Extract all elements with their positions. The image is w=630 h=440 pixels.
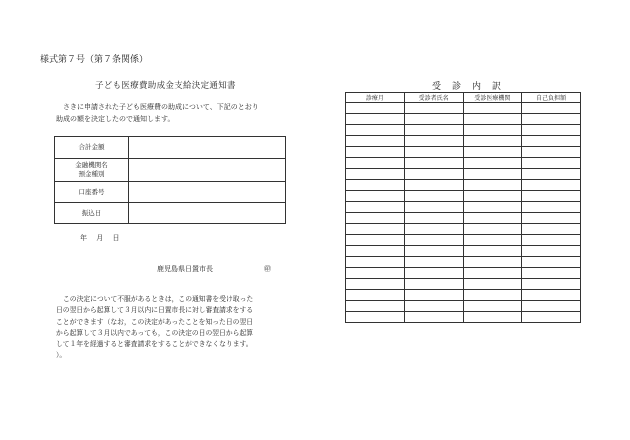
breakdown-cell (522, 301, 581, 312)
breakdown-cell (463, 290, 522, 301)
breakdown-cell (463, 169, 522, 180)
info-label-transfer-date (55, 203, 129, 224)
breakdown-cell (463, 279, 522, 290)
breakdown-cell (346, 125, 405, 136)
breakdown-cell (463, 202, 522, 213)
breakdown-cell (346, 180, 405, 191)
breakdown-cell (404, 136, 463, 147)
breakdown-row (346, 268, 581, 279)
breakdown-row (346, 114, 581, 125)
breakdown-cell (346, 268, 405, 279)
breakdown-cell (346, 246, 405, 257)
breakdown-table (345, 92, 581, 323)
breakdown-cell (404, 180, 463, 191)
notice-line: ことができます（なお，この決定があったことを知った日の翌日 (56, 317, 254, 326)
breakdown-cell (463, 158, 522, 169)
breakdown-cell (346, 103, 405, 114)
breakdown-row (346, 158, 581, 169)
breakdown-cell (463, 147, 522, 158)
breakdown-cell (522, 279, 581, 290)
intro-line: 助成の額を決定したので通知します。 (56, 115, 175, 123)
breakdown-cell (346, 290, 405, 301)
payment-info-table (54, 136, 286, 224)
info-value-bank (129, 159, 286, 182)
breakdown-cell (346, 312, 405, 323)
breakdown-row (346, 136, 581, 147)
date-line: 年 月 日 (80, 234, 120, 242)
breakdown-cell (522, 169, 581, 180)
document-title: 子ども医療費助成金支給決定通知書 (95, 81, 236, 91)
breakdown-cell (522, 147, 581, 158)
breakdown-cell (404, 158, 463, 169)
info-value-account (129, 182, 286, 203)
breakdown-cell (346, 224, 405, 235)
seal-mark: ㊞ (264, 265, 271, 273)
breakdown-cell (522, 246, 581, 257)
breakdown-cell (522, 103, 581, 114)
breakdown-cell (404, 213, 463, 224)
info-label-text: 口座番号 (78, 187, 105, 196)
breakdown-cell (463, 114, 522, 125)
breakdown-row (346, 213, 581, 224)
breakdown-cell (522, 213, 581, 224)
info-label-bank (55, 159, 129, 182)
breakdown-cell (346, 279, 405, 290)
issuer-name: 鹿児島県日置市長 (157, 265, 213, 273)
breakdown-cell (404, 202, 463, 213)
breakdown-cell (404, 169, 463, 180)
breakdown-cell (463, 136, 522, 147)
breakdown-row (346, 180, 581, 191)
breakdown-cell (404, 301, 463, 312)
breakdown-cell (346, 301, 405, 312)
breakdown-cell (463, 103, 522, 114)
breakdown-row (346, 246, 581, 257)
info-row-bank (55, 159, 286, 182)
notice-line: ）。 (56, 351, 67, 360)
notice-line: して１年を経過すると審査請求をすることができなくなります。 (56, 340, 253, 349)
column-header-patient: 受診者氏名 (404, 93, 463, 103)
breakdown-row (346, 202, 581, 213)
breakdown-cell (463, 213, 522, 224)
breakdown-row (346, 169, 581, 180)
breakdown-row (346, 301, 581, 312)
info-label-text: 預金種別 (78, 170, 105, 178)
breakdown-cell (346, 158, 405, 169)
breakdown-row (346, 147, 581, 158)
breakdown-cell (404, 312, 463, 323)
breakdown-cell (463, 180, 522, 191)
breakdown-cell (346, 136, 405, 147)
breakdown-cell (346, 213, 405, 224)
notice-line: から起算して３月以内であっても，この決定の日の翌日から起算 (56, 328, 254, 337)
breakdown-cell (404, 279, 463, 290)
breakdown-row (346, 257, 581, 268)
breakdown-row (346, 235, 581, 246)
breakdown-cell (404, 290, 463, 301)
info-label-text: 金融機関名 (75, 161, 108, 169)
breakdown-cell (522, 136, 581, 147)
breakdown-row (346, 312, 581, 323)
column-header-institution: 受診医療機関 (463, 93, 522, 103)
breakdown-cell (463, 246, 522, 257)
breakdown-row (346, 279, 581, 290)
breakdown-row (346, 191, 581, 202)
info-row-total (55, 137, 286, 159)
breakdown-cell (463, 312, 522, 323)
breakdown-cell (522, 202, 581, 213)
breakdown-cell (346, 202, 405, 213)
info-label-account (55, 182, 129, 203)
breakdown-title: 受診内訳 (432, 82, 513, 92)
breakdown-cell (522, 191, 581, 202)
breakdown-cell (522, 125, 581, 136)
breakdown-cell (404, 235, 463, 246)
info-value-total (129, 137, 286, 159)
breakdown-body (346, 103, 581, 323)
breakdown-cell (404, 103, 463, 114)
breakdown-header-row (346, 93, 581, 103)
breakdown-cell (522, 224, 581, 235)
breakdown-cell (463, 268, 522, 279)
breakdown-cell (346, 191, 405, 202)
info-label-total (55, 137, 129, 159)
breakdown-cell (522, 290, 581, 301)
breakdown-cell (404, 268, 463, 279)
breakdown-cell (522, 235, 581, 246)
breakdown-cell (346, 257, 405, 268)
info-label-text: 振込日 (81, 208, 102, 217)
breakdown-cell (346, 169, 405, 180)
intro-paragraph (56, 101, 259, 125)
breakdown-cell (522, 114, 581, 125)
intro-line: さきに申請された子ども医療費の助成について、下記のとおり (63, 103, 259, 111)
breakdown-cell (522, 268, 581, 279)
breakdown-cell (404, 147, 463, 158)
info-label-text: 合計金額 (78, 143, 105, 151)
breakdown-cell (404, 114, 463, 125)
breakdown-cell (463, 224, 522, 235)
breakdown-cell (463, 125, 522, 136)
breakdown-cell (346, 114, 405, 125)
breakdown-cell (522, 312, 581, 323)
form-number: 様式第７号（第７条関係） (40, 55, 149, 65)
column-header-month: 診療月 (346, 93, 405, 103)
breakdown-row (346, 290, 581, 301)
column-header-copay: 自己負担額 (522, 93, 581, 103)
breakdown-cell (346, 147, 405, 158)
breakdown-cell (404, 246, 463, 257)
breakdown-row (346, 125, 581, 136)
breakdown-cell (522, 257, 581, 268)
breakdown-cell (404, 191, 463, 202)
breakdown-cell (463, 257, 522, 268)
breakdown-cell (522, 158, 581, 169)
breakdown-cell (522, 180, 581, 191)
appeal-notice (56, 294, 253, 362)
breakdown-row (346, 224, 581, 235)
breakdown-cell (346, 235, 405, 246)
breakdown-cell (404, 257, 463, 268)
breakdown-cell (404, 125, 463, 136)
breakdown-row (346, 103, 581, 114)
breakdown-cell (463, 235, 522, 246)
info-value-transfer-date (129, 203, 286, 224)
breakdown-cell (463, 191, 522, 202)
info-row-transfer-date (55, 203, 286, 224)
breakdown-cell (463, 301, 522, 312)
breakdown-cell (404, 224, 463, 235)
notice-line: この決定について不服があるときは，この通知書を受け取った (63, 295, 254, 303)
notice-line: 日の翌日から起算して３月以内に日置市長に対し審査請求をする (56, 306, 254, 315)
info-row-account (55, 182, 286, 203)
